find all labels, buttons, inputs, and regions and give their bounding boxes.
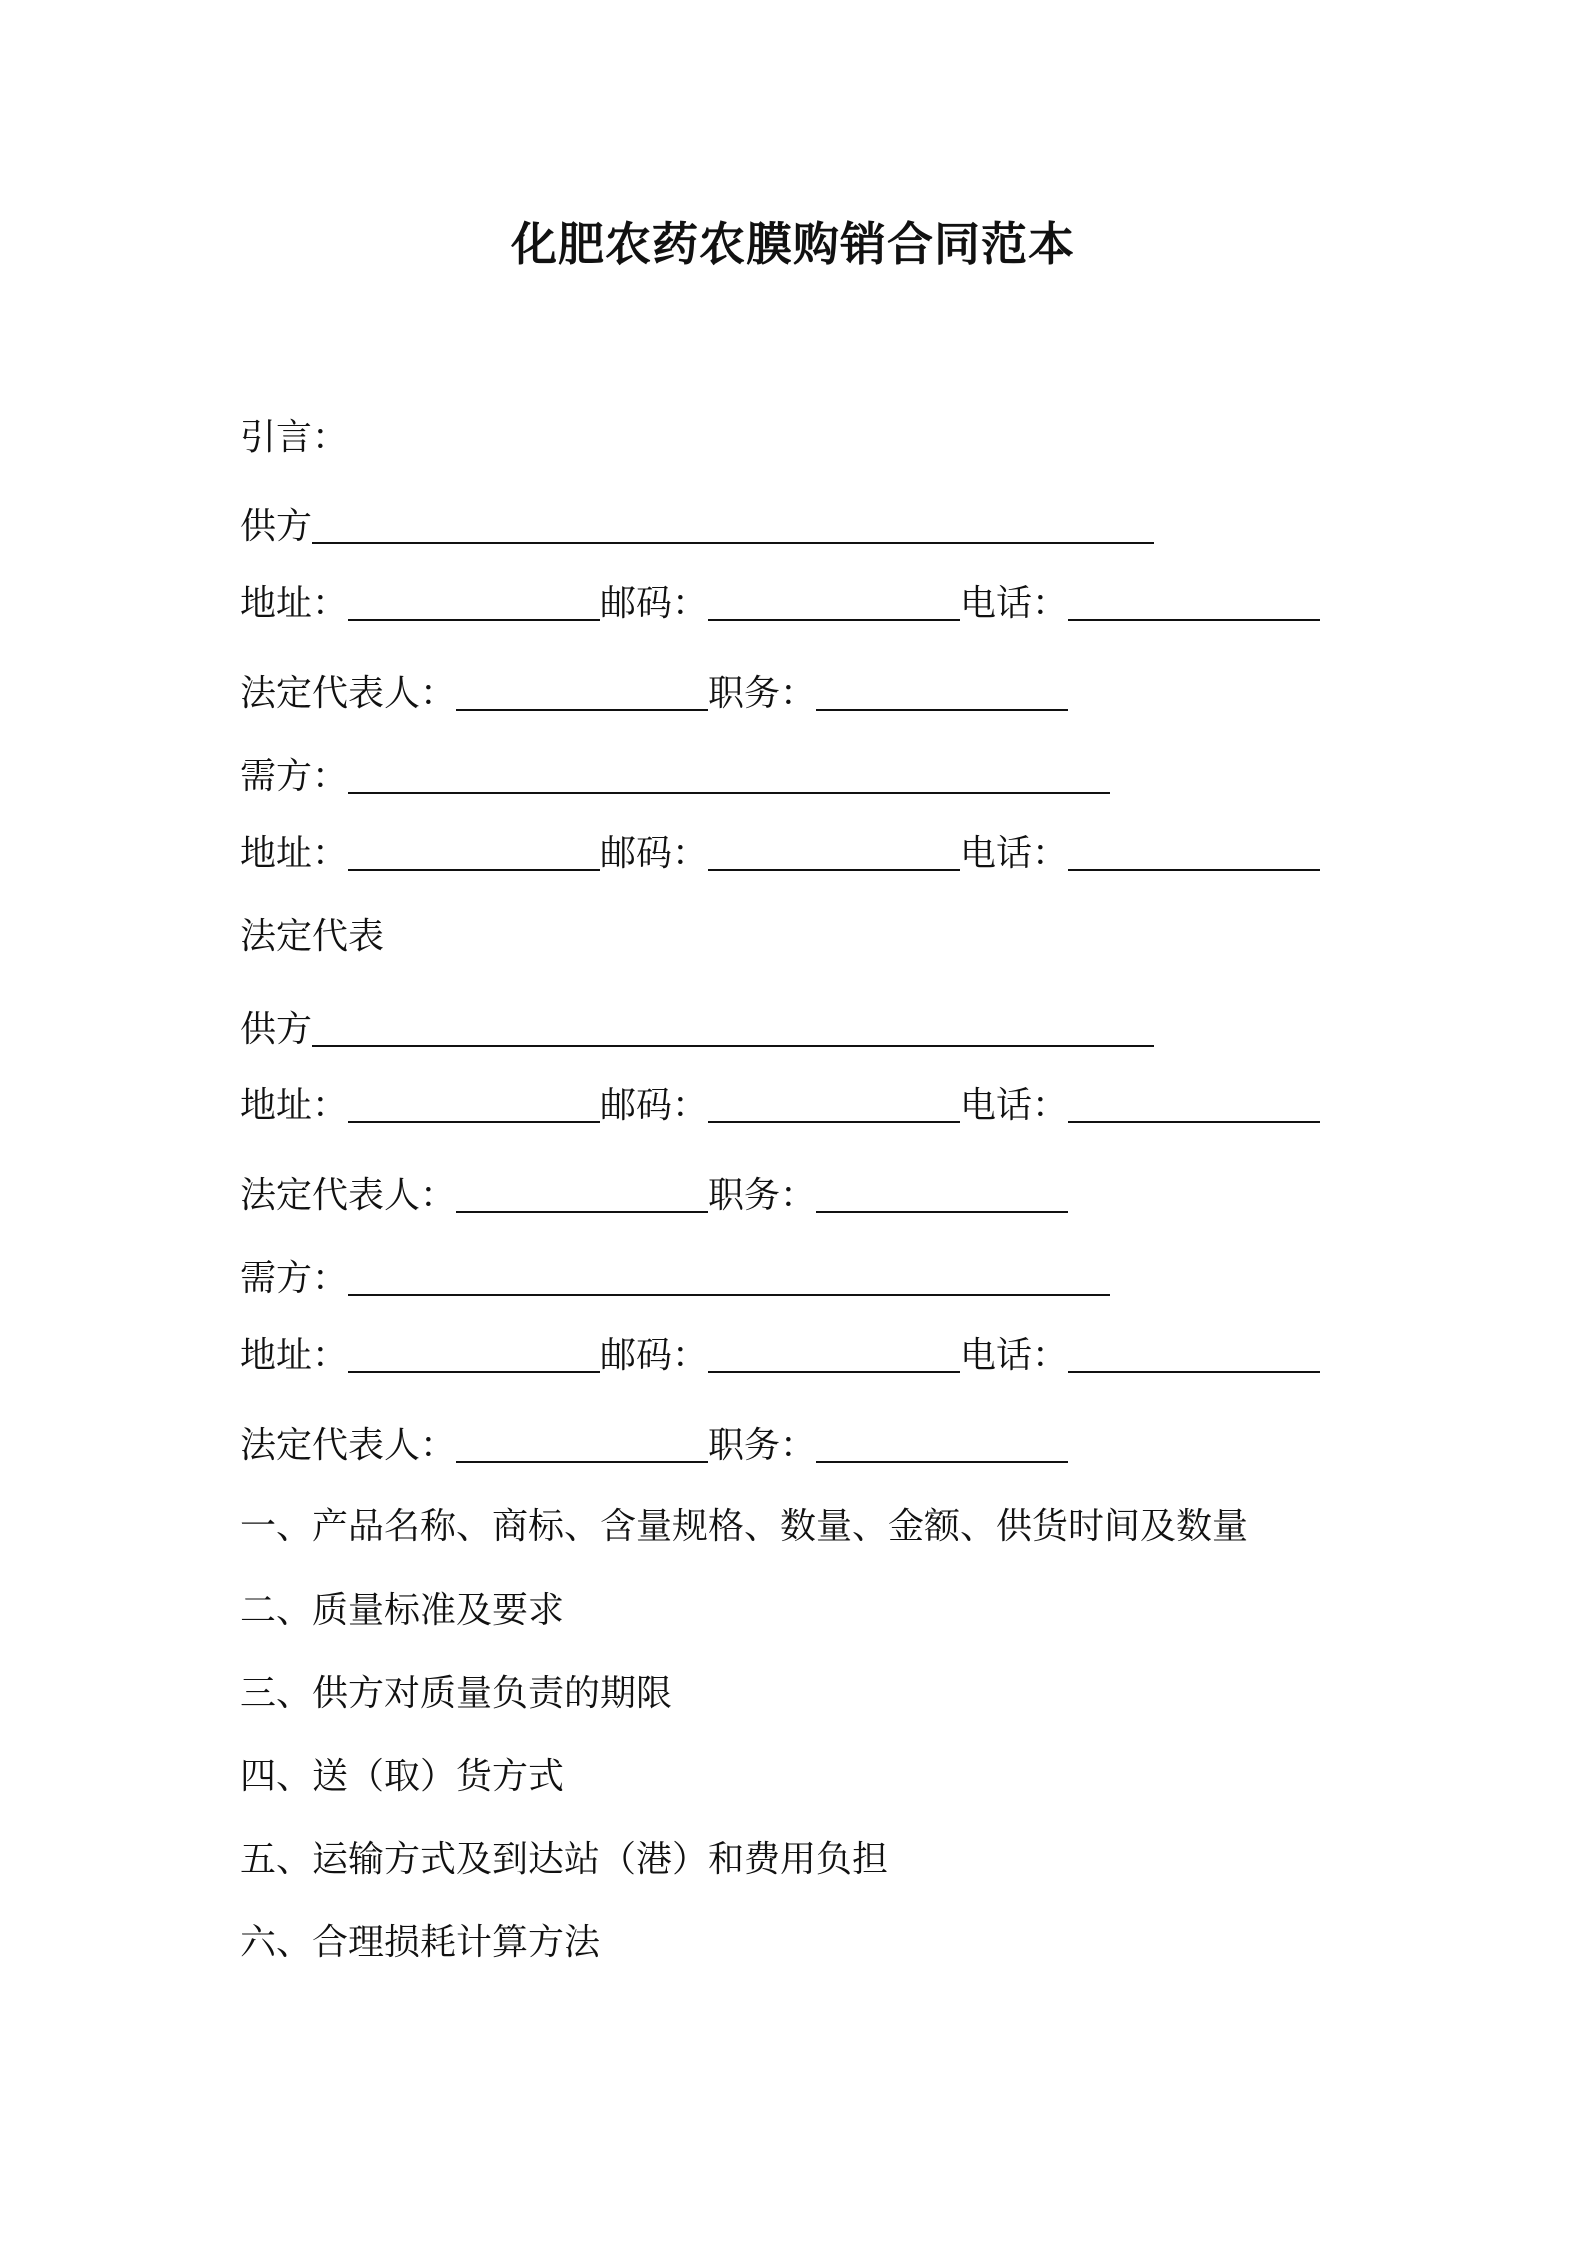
position-blank[interactable] bbox=[816, 1427, 1068, 1463]
address-blank[interactable] bbox=[348, 835, 600, 871]
page-title: 化肥农药农膜购销合同范本 bbox=[511, 217, 1075, 271]
supplier-rep-line-2 bbox=[240, 1172, 1068, 1220]
legal-rep-label: 法定代表人： bbox=[240, 673, 457, 714]
position-label: 职务： bbox=[708, 673, 817, 714]
legal-rep-label: 法定代表人： bbox=[240, 1425, 457, 1466]
buyer-contact-line-2 bbox=[240, 1332, 1320, 1380]
address-label: 地址： bbox=[240, 833, 349, 874]
address-label: 地址： bbox=[240, 1085, 349, 1126]
buyer-name-blank[interactable] bbox=[348, 758, 1110, 794]
address-label: 地址： bbox=[240, 1335, 349, 1376]
legal-rep-label: 法定代表人： bbox=[240, 1175, 457, 1216]
legal-rep-partial-label: 法定代表 bbox=[240, 916, 385, 957]
position-label: 职务： bbox=[708, 1425, 817, 1466]
position-blank[interactable] bbox=[816, 675, 1068, 711]
intro-line bbox=[240, 414, 348, 462]
postcode-blank[interactable] bbox=[708, 1337, 960, 1373]
buyer-contact-line-1 bbox=[240, 830, 1320, 878]
position-label: 职务： bbox=[708, 1175, 817, 1216]
supplier-label: 供方 bbox=[240, 1009, 313, 1050]
supplier-line-1 bbox=[240, 503, 1154, 551]
phone-label: 电话： bbox=[960, 1335, 1069, 1376]
buyer-line-2 bbox=[240, 1255, 1110, 1303]
postcode-label: 邮码： bbox=[600, 1335, 709, 1376]
section-heading: 五、运输方式及到达站（港）和费用负担 bbox=[240, 1839, 889, 1880]
legal-rep-blank[interactable] bbox=[456, 1427, 708, 1463]
supplier-contact-line-2 bbox=[240, 1082, 1320, 1130]
section-heading: 三、供方对质量负责的期限 bbox=[240, 1673, 673, 1714]
postcode-blank[interactable] bbox=[708, 585, 960, 621]
phone-label: 电话： bbox=[960, 1085, 1069, 1126]
intro-label: 引言： bbox=[240, 417, 349, 458]
section-heading: 二、质量标准及要求 bbox=[240, 1590, 565, 1631]
postcode-label: 邮码： bbox=[600, 1085, 709, 1126]
address-blank[interactable] bbox=[348, 1337, 600, 1373]
postcode-label: 邮码： bbox=[600, 833, 709, 874]
section-heading: 四、送（取）货方式 bbox=[240, 1756, 565, 1797]
postcode-label: 邮码： bbox=[600, 583, 709, 624]
buyer-name-blank[interactable] bbox=[348, 1260, 1110, 1296]
phone-label: 电话： bbox=[960, 583, 1069, 624]
phone-blank[interactable] bbox=[1068, 835, 1320, 871]
section-heading: 六、合理损耗计算方法 bbox=[240, 1922, 601, 1963]
buyer-rep-line-1 bbox=[240, 913, 384, 961]
supplier-name-blank[interactable] bbox=[312, 1011, 1154, 1047]
buyer-label: 需方： bbox=[240, 1258, 349, 1299]
address-blank[interactable] bbox=[348, 1087, 600, 1123]
address-label: 地址： bbox=[240, 583, 349, 624]
supplier-label: 供方 bbox=[240, 506, 313, 547]
phone-blank[interactable] bbox=[1068, 585, 1320, 621]
buyer-rep-line-2 bbox=[240, 1422, 1068, 1470]
postcode-blank[interactable] bbox=[708, 1087, 960, 1123]
legal-rep-blank[interactable] bbox=[456, 1177, 708, 1213]
supplier-contact-line-1 bbox=[240, 580, 1320, 628]
buyer-line-1 bbox=[240, 753, 1110, 801]
address-blank[interactable] bbox=[348, 585, 600, 621]
section-heading: 一、产品名称、商标、含量规格、数量、金额、供货时间及数量 bbox=[240, 1506, 1249, 1547]
supplier-name-blank[interactable] bbox=[312, 508, 1154, 544]
buyer-label: 需方： bbox=[240, 756, 349, 797]
phone-blank[interactable] bbox=[1068, 1337, 1320, 1373]
phone-label: 电话： bbox=[960, 833, 1069, 874]
postcode-blank[interactable] bbox=[708, 835, 960, 871]
supplier-rep-line-1 bbox=[240, 670, 1068, 718]
position-blank[interactable] bbox=[816, 1177, 1068, 1213]
legal-rep-blank[interactable] bbox=[456, 675, 708, 711]
supplier-line-2 bbox=[240, 1006, 1154, 1054]
phone-blank[interactable] bbox=[1068, 1087, 1320, 1123]
